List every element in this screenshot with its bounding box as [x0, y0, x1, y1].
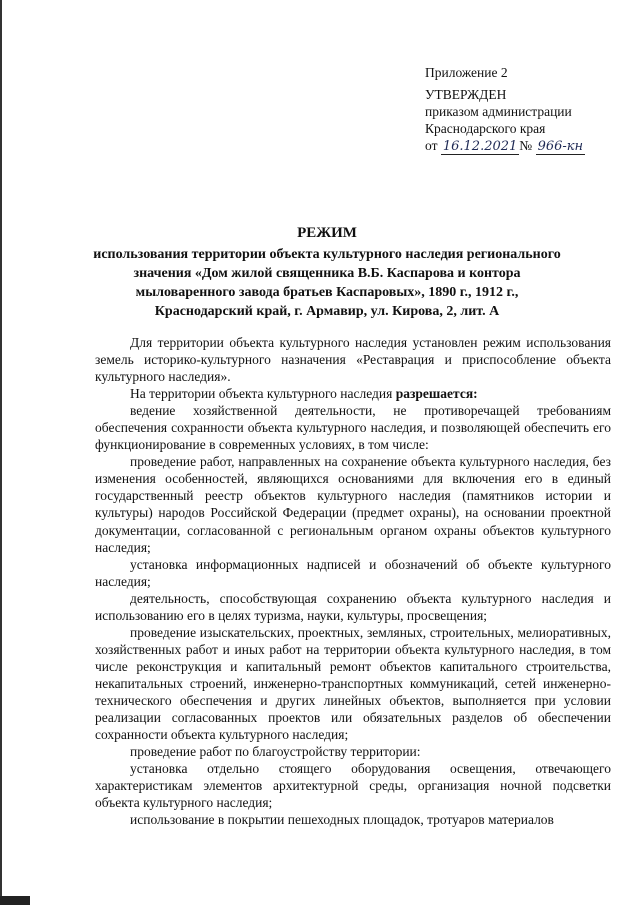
handwritten-date: 16.12.2021 [442, 139, 518, 154]
allowed-keyword: разрешается: [395, 386, 478, 402]
appendix-label: Приложение 2 [425, 65, 508, 80]
paragraph-economic-activity: ведение хозяйственной деятельности, не противоречащей требованиям обеспечения сохранности объекта культурного наследия, и позволяющей обеспечить его функционирование в современных условиях, в том числе: [95, 403, 611, 453]
paragraph-construction-works: проведение изыскательских, проектных, земляных, строительных, мелиоративных, хозяйственных работ и иных работ на территории объекта культурного наследия, в том числе реконструкция и капитальный ремонт объектов капитального строительства, некапитальных строений, инженерно-транспортных коммуникаций, сетей инженерно-технического обеспечения и других линейных объектов, выполняется при условии реализации согласованных проектов или обязательных разделов об обеспечении сохранности объекта культурного наследия; [95, 624, 611, 743]
title-line-4: Краснодарский край, г. Армавир, ул. Кирова, 2, лит. А [154, 304, 500, 319]
approval-order-line: приказом администрации [425, 104, 572, 119]
title-line-2: значения «Дом жилой священника В.Б. Каспарова и контора [133, 266, 521, 281]
scan-corner-mark [0, 896, 30, 905]
paragraph-regime: Для территории объекта культурного наследия установлен режим использования земель историко-культурного назначения «Реставрация и приспособление объекта культурного наследия». [95, 335, 611, 385]
handwritten-number: 966-кн [537, 139, 584, 154]
paragraph-tourism-use: деятельность, способствующая сохранению объекта культурного наследия и использованию его в целях туризма, науки, культуры, просвещения; [95, 590, 611, 623]
document-body [95, 334, 611, 828]
approved-label: УТВЕРЖДЕН [425, 87, 507, 102]
paragraph-information-signs: установка информационных надписей и обозначений об объекте культурного наследия; [95, 556, 611, 589]
approval-date-number-line [425, 137, 630, 155]
scan-left-edge [0, 0, 2, 905]
paragraph-landscaping: проведение работ по благоустройству территории: [130, 744, 421, 760]
paragraph-lighting: установка отдельно стоящего оборудования освещения, отвечающего характеристикам элементов архитектурной среды, организация ночной подсветки объекта культурного наследия; [95, 761, 611, 811]
title-heading: РЕЖИМ [297, 225, 357, 241]
approval-block [425, 64, 630, 155]
date-prefix: от [425, 138, 438, 153]
document-title [60, 224, 594, 321]
paragraph-pavement-materials: использование в покрытии пешеходных площадок, тротуаров материалов [130, 812, 554, 828]
number-prefix: № [519, 138, 533, 153]
paragraph-allowed-intro [95, 385, 611, 402]
paragraph-preservation-works: проведение работ, направленных на сохранение объекта культурного наследия, без изменения особенностей, являющихся основаниями для включения его в единый государственный реестр объектов культурного наследия (памятников истории и культуры) народов Российской Федерации (предмет охраны), на основании проектной документации, согласованной с региональным органом охраны объектов культурного наследия; [95, 454, 611, 555]
title-line-3: мыловаренного завода братьев Каспаровых», 1890 г., 1912 г., [135, 285, 519, 300]
allowed-intro-text: На территории объекта культурного наследия [130, 386, 396, 402]
approval-authority-line: Краснодарского края [425, 121, 546, 136]
title-line-1: использования территории объекта культурного наследия регионального [93, 247, 561, 262]
